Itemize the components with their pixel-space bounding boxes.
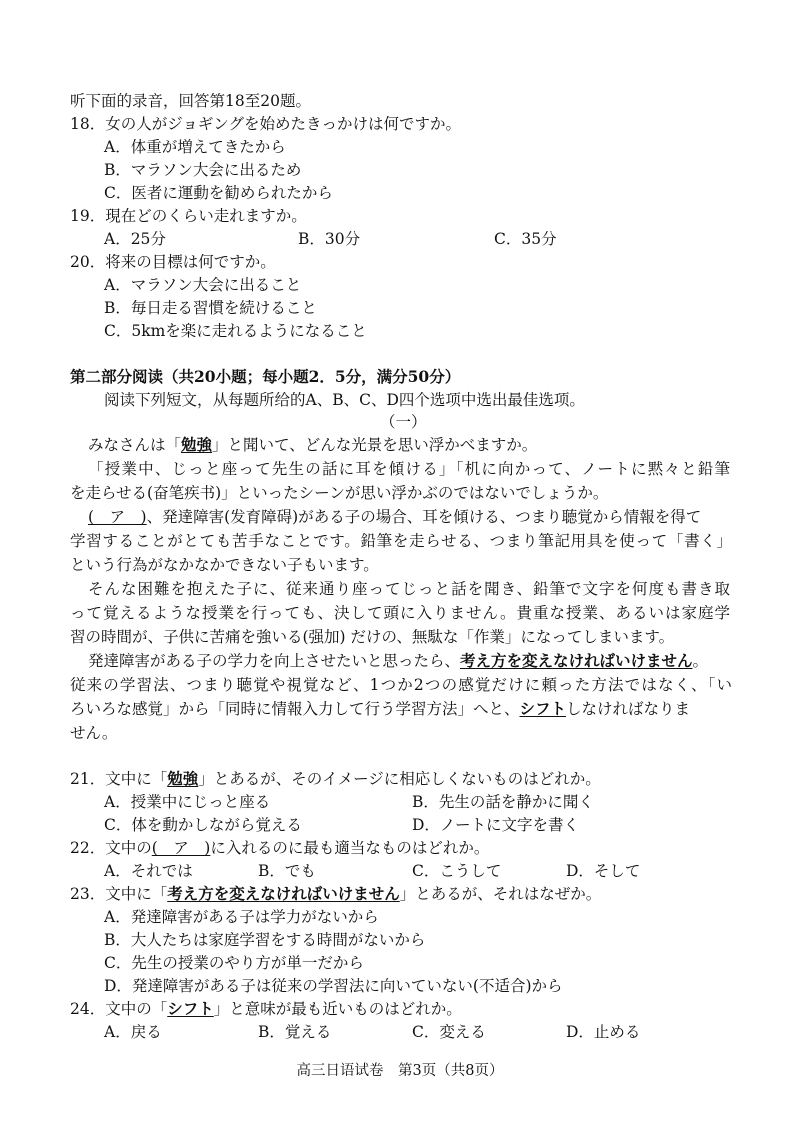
option-23-d: D．発達障害がある子は従来の学習法に向いていない(不适合)から bbox=[104, 977, 563, 995]
question-24: 24．文中の「シフト」と意味が最も近いものはどれか。 bbox=[70, 999, 462, 1018]
question-number: 20． bbox=[70, 253, 106, 271]
question-text: 将来の目標は何ですか。 bbox=[105, 253, 276, 271]
option-21-c: C．体を動かしながら覚える bbox=[104, 816, 302, 834]
passage-p5-line2: 従来の学習法、つまり聴覚や視覚など、1つか2つの感覚だけに頼った方法ではなく、「い bbox=[70, 676, 732, 694]
question-number: 18． bbox=[70, 115, 106, 133]
passage-label: （一） bbox=[380, 413, 427, 431]
option-24-a: A．戻る bbox=[104, 1023, 162, 1041]
option-22-d: D．そして bbox=[566, 862, 641, 880]
question-19 bbox=[70, 205, 307, 227]
passage-p5-line4: せん。 bbox=[70, 724, 118, 742]
option-22-c: C．こうして bbox=[412, 862, 502, 880]
option-20-c: C．5kmを楽に走れるようになること bbox=[104, 322, 367, 340]
question-23: 23．文中に「考え方を変えなければいけません」とあるが、それはなぜか。 bbox=[70, 884, 602, 903]
option-20-b: B．毎日走る習慣を続けること bbox=[104, 299, 317, 317]
underlined-word-shift: シフト bbox=[519, 699, 567, 718]
option-20-a: A．マラソン大会に出ること bbox=[104, 276, 302, 294]
question-text: 女の人がジョギングを始めたきっかけは何ですか。 bbox=[105, 115, 461, 133]
question-number: 19． bbox=[70, 207, 106, 225]
question-20 bbox=[70, 251, 276, 273]
option-21-b: B．先生の話を静かに聞く bbox=[412, 793, 594, 811]
passage-p4-line3: 習の時間が、子供に苦痛を強いる(强加) だけの、無駄な「作業」になってしまいます。 bbox=[70, 628, 675, 646]
question-18 bbox=[70, 113, 461, 135]
option-22-b: B．でも bbox=[258, 862, 316, 880]
underlined-word-benkyou: 勉強 bbox=[181, 435, 213, 454]
passage-p5-line3: ろいろな感覚」から「同時に情報入力して行う学習方法」へと、シフトしなければなりま bbox=[70, 699, 691, 718]
option-22-a: A．それでは bbox=[104, 862, 193, 880]
option-21-d: D．ノートに文字を書く bbox=[412, 816, 579, 834]
question-22: 22．文中の( ア )に入れるのに最も適当なものはどれか。 bbox=[70, 839, 490, 857]
passage-p2-line2: を走らせる(奋笔疾书)」といったシーンが思い浮かぶのではないでしょうか。 bbox=[70, 484, 609, 502]
option-21-a: A．授業中にじっと座る bbox=[104, 793, 271, 811]
reading-section-title: 第二部分阅读（共20小题；每小题2．5分，满分50分） bbox=[70, 367, 461, 386]
passage-p5-line1: 発達障害がある子の学力を向上させたいと思ったら、考え方を変えなければいけません。 bbox=[88, 651, 709, 670]
option-24-b: B．覚える bbox=[258, 1023, 332, 1041]
question-text: 現在どのくらい走れますか。 bbox=[105, 207, 307, 225]
option-19-c: C．35分 bbox=[494, 230, 557, 248]
passage-p1: みなさんは「勉強」と聞いて、どんな光景を思い浮かべますか。 bbox=[88, 435, 538, 454]
option-23-c: C．先生の授業のやり方が単一だから bbox=[104, 954, 364, 972]
option-23-b: B．大人たちは家庭学習をする時間がないから bbox=[104, 931, 426, 949]
option-24-c: C．変える bbox=[412, 1023, 486, 1041]
underlined-phrase: 考え方を変えなければいけません bbox=[460, 651, 693, 670]
passage-p3-line2: 学習することがとても苦手なことです。鉛筆を走らせる、つまり筆記用具を使って「書く」 bbox=[70, 532, 732, 550]
passage-p3-line3: という行為がなかなかできない子もいます。 bbox=[70, 556, 379, 574]
option-18-a: A．体重が増えてきたから bbox=[104, 138, 286, 156]
blank-a: ( ア ) bbox=[88, 508, 147, 526]
page-footer: 高三日语试卷 第3页（共8页） bbox=[296, 1063, 504, 1079]
option-18-c: C．医者に運動を勧められたから bbox=[104, 184, 333, 202]
passage-p3-line1: ( ア )、発達障害(发育障碍)がある子の場合、耳を傾ける、つまり聴覚から情報を得て bbox=[88, 508, 702, 526]
option-19-a: A．25分 bbox=[104, 230, 166, 248]
option-19-b: B．30分 bbox=[298, 230, 361, 248]
option-24-d: D．止める bbox=[566, 1023, 641, 1041]
listening-intro: 听下面的录音，回答第18至20题。 bbox=[70, 92, 311, 110]
question-21: 21．文中に「勉強」とあるが、そのイメージに相応しくないものはどれか。 bbox=[70, 769, 601, 788]
passage-p4-line1: そんな困難を抱えた子に、従来通り座ってじっと話を聞き、鉛筆で文字を何度も書き取 bbox=[88, 580, 730, 598]
passage-p4-line2: って覚えるような授業を行っても、決して頭に入りません。貴重な授業、あるいは家庭学 bbox=[70, 604, 730, 622]
passage-p2-line1: 「授業中、じっと座って先生の話に耳を傾ける」「机に向かって、ノートに黙々と鉛筆 bbox=[88, 460, 730, 478]
option-23-a: A．発達障害がある子は学力がないから bbox=[104, 908, 379, 926]
reading-instruction: 阅读下列短文，从每题所给的A、B、C、D四个选项中选出最佳选项。 bbox=[104, 391, 585, 409]
option-18-b: B．マラソン大会に出るため bbox=[104, 161, 302, 179]
